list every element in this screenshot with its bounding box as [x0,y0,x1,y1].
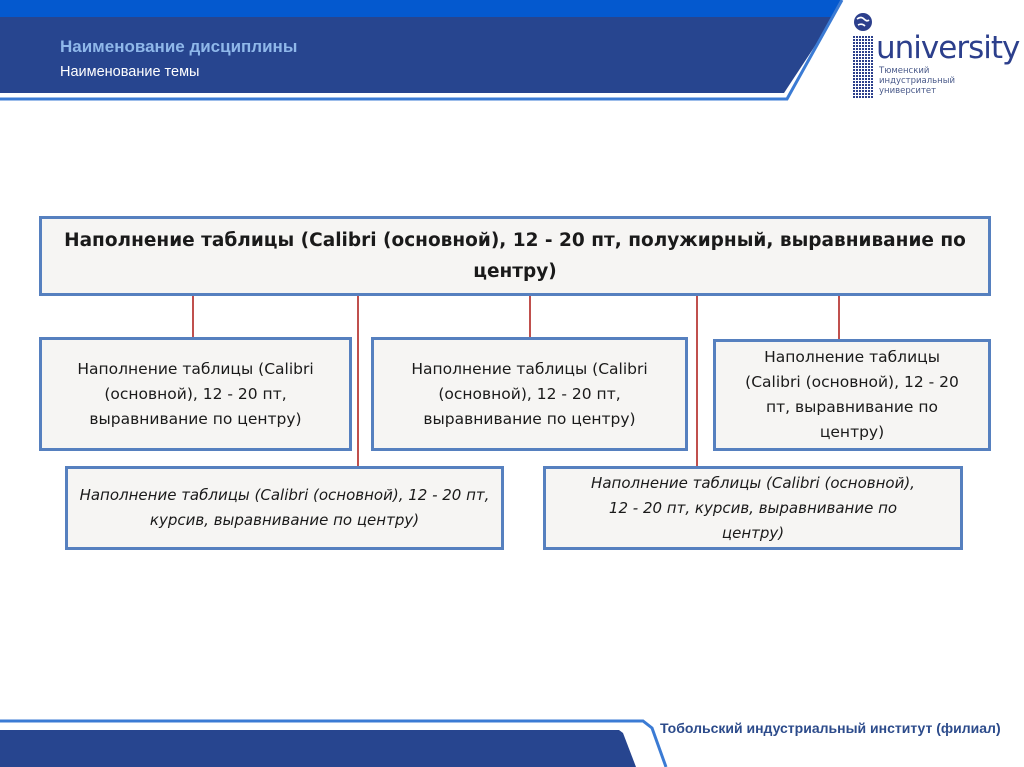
row1-box-3-text: Наполнение таблицы (Calibri (основной), 12 - 20 пт, выравнивание по центру) [745,348,959,441]
logo-word: university [876,30,1020,66]
diagram-top-box [39,216,991,296]
university-logo [850,12,1020,102]
discipline-title: Наименование дисциплины [60,37,298,56]
footer-institute: Тобольский индустриальный институт (филиал) [660,720,1001,736]
connector-1 [192,295,194,338]
row1-box-1-text: Наполнение таблицы (Calibri (основной), 12 - 20 пт, выравнивание по центру) [77,359,314,428]
connector-5 [838,295,840,340]
topic-title: Наименование темы [60,64,200,80]
diagram-row2-box-1 [65,466,504,550]
diagram-row1-box-2 [371,337,688,451]
logo-subtitle-2: индустриальный [879,76,955,86]
diagram-row2-box-2 [543,466,963,550]
footer-band [0,718,700,767]
globe-icon [853,12,873,32]
top-box-text: Наполнение таблицы (Calibri (основной), 12 - 20 пт, полужирный, выравнивание по центру) [64,230,966,282]
row2-box-2-text: Наполнение таблицы (Calibri (основной), 12 - 20 пт, курсив, выравнивание по центру) [591,473,915,542]
row2-box-1-text: Наполнение таблицы (Calibri (основной), 12 - 20 пт, курсив, выравнивание по центру) [79,486,490,529]
connector-3 [529,295,531,338]
diagram-row1-box-1 [39,337,352,451]
logo-subtitle-3: университет [879,86,937,96]
logo-subtitle-1: Тюменский [879,66,930,76]
connector-2 [357,295,359,467]
dotted-i-icon [853,36,873,98]
connector-4 [696,295,698,467]
diagram-row1-box-3 [713,339,991,451]
row1-box-2-text: Наполнение таблицы (Calibri (основной), 12 - 20 пт, выравнивание по центру) [411,359,648,428]
